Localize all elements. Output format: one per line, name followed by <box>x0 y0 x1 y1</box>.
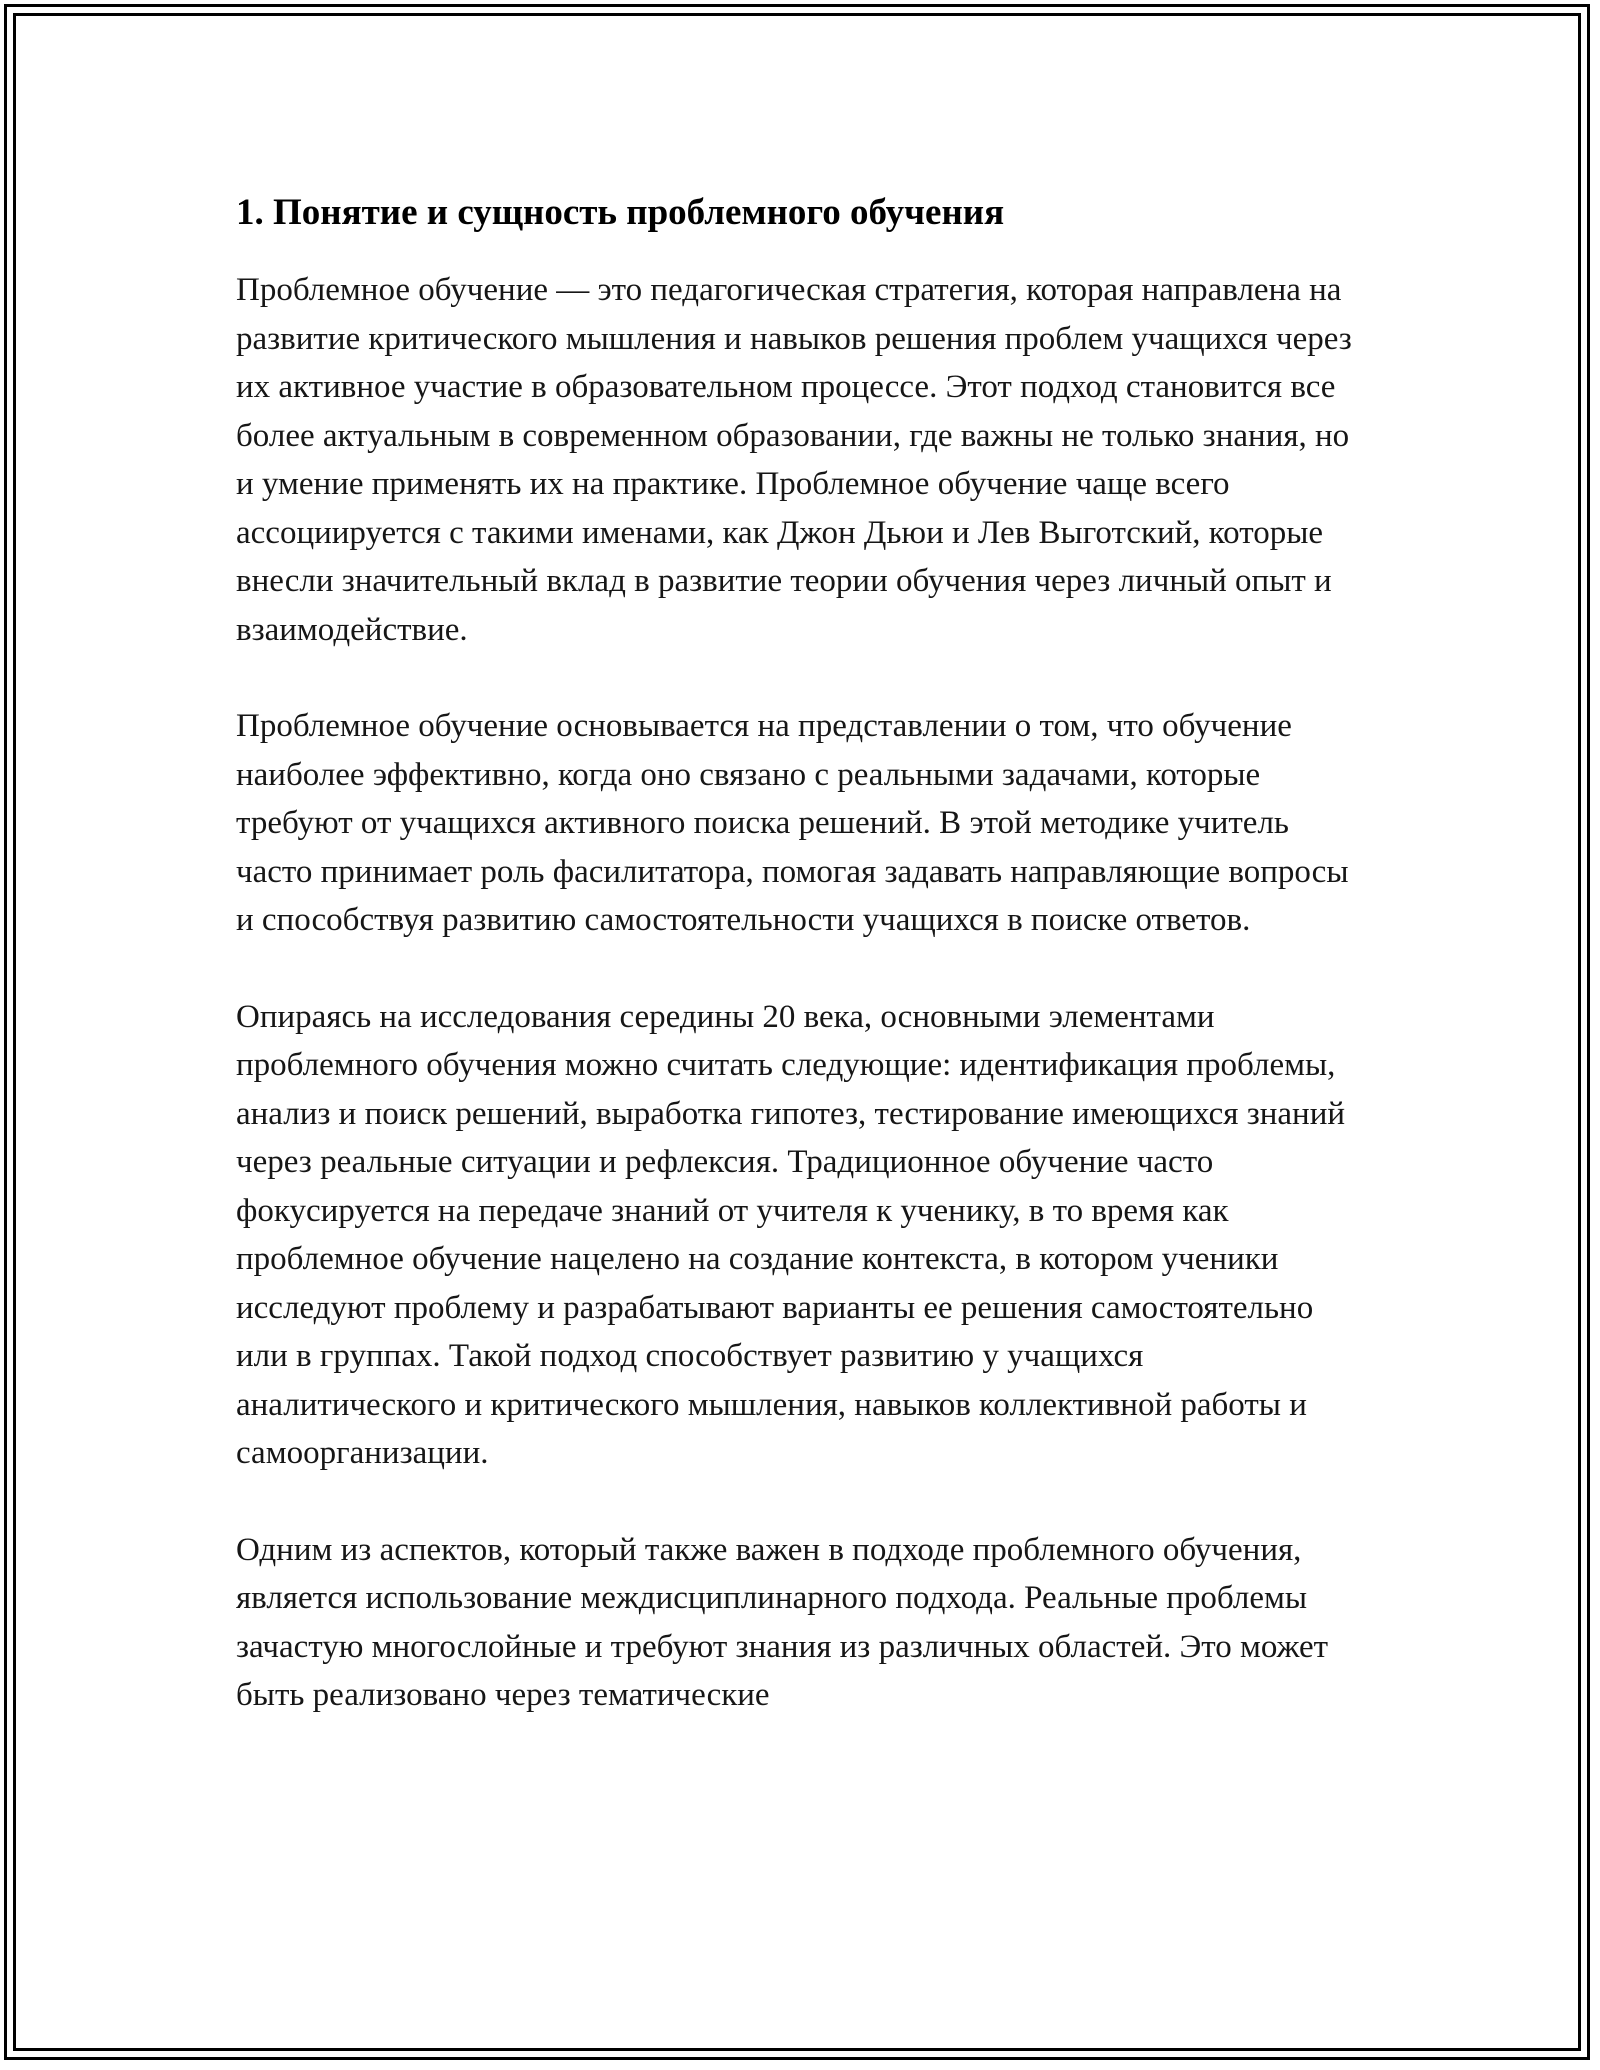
paragraph-2: Проблемное обучение основывается на представлении о том, что обучение наиболее эффективно, когда оно связано с реальными задачами, которые требуют от учащихся активного поиска решений. В этой методике учитель часто принимает роль фасилитатора, помогая задавать направляющие вопросы и способствуя развитию самостоятельности учащихся в поиске ответов. <box>236 708 1349 938</box>
paragraph-1: Проблемное обучение — это педагогическая стратегия, которая направлена на развитие критического мышления и навыков решения проблем учащихся через их активное участие в образовательном процессе. Этот подход становится все более актуальным в современном образовании, где важны не только знания, но и умение применять их на практике. Проблемное обучение чаще всего ассоциируется с такими именами, как Джон Дьюи и Лев Выготский, которые внесли значительный вклад в развитие теории обучения через личный опыт и взаимодействие. <box>236 272 1352 648</box>
paragraph-4: Одним из аспектов, который также важен в подходе проблемного обучения, является использование междисциплинарного подхода. Реальные проблемы зачастую многослойные и требуют знания из различных областей. Это может быть реализовано через тематические <box>236 1531 1329 1713</box>
document-body <box>236 188 1366 1768</box>
paragraph-3: Опираясь на исследования середины 20 века, основными элементами проблемного обучения можно считать следующие: идентификация проблемы, анализ и поиск решений, выработка гипотез, тестирование имеющихся знаний через реальные ситуации и рефлексия. Традиционное обучение часто фокусируется на передаче знаний от учителя к ученику, в то время как проблемное обучение нацелено на создание контекста, в котором ученики исследуют проблему и разрабатывают варианты ее решения самостоятельно или в группах. Такой подход способствует развитию у учащихся аналитического и критического мышления, навыков коллективной работы и самоорганизации. <box>236 998 1346 1471</box>
section-heading: 1. Понятие и сущность проблемного обучения <box>236 192 1005 233</box>
